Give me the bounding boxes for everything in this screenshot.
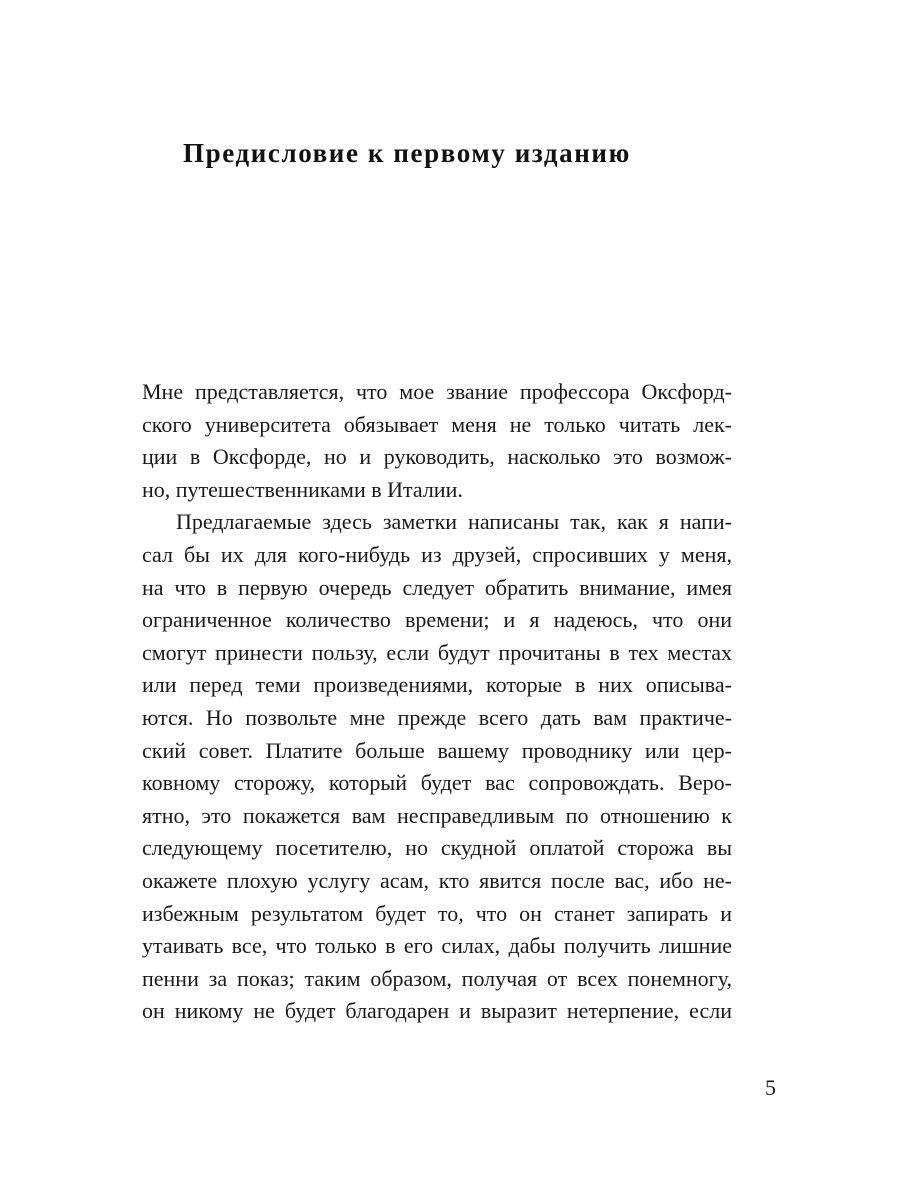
- text-line: на что в первую очередь следует обратить внимание, имея: [142, 574, 732, 600]
- text-line: ются. Но позвольте мне прежде всего дать вам практиче-: [142, 704, 732, 730]
- text-line: окажете плохую услугу асам, кто явится после вас, ибо не-: [142, 867, 732, 893]
- text-line: ковному сторожу, который будет вас сопровождать. Веро-: [142, 770, 732, 796]
- text-line: или перед теми произведениями, которые в них описыва-: [142, 672, 732, 698]
- text-line: утаивать все, что только в его силах, дабы получить лишние: [142, 933, 732, 959]
- text-line: ского университета обязывает меня не только читать лек-: [142, 411, 732, 437]
- body-text: [142, 376, 732, 1028]
- text-line: смогут принести пользу, если будут прочитаны в тех местах: [142, 639, 732, 665]
- text-line: ции в Оксфорде, но и руководить, насколько это возмож-: [142, 444, 732, 470]
- text-line: ский совет. Платите больше вашему проводнику или цер-: [142, 737, 732, 763]
- chapter-title: Предисловие к первому изданию: [183, 138, 631, 168]
- text-line: он никому не будет благодарен и выразит нетерпение, если: [142, 998, 732, 1024]
- text-line: избежным результатом будет то, что он станет запирать и: [142, 900, 732, 926]
- text-line: ограниченное количество времени; и я надеюсь, что они: [142, 607, 732, 633]
- text-line: пенни за показ; таким образом, получая от всех понемногу,: [142, 965, 732, 991]
- text-line: Мне представляется, что мое звание профессора Оксфорд-: [142, 379, 732, 404]
- text-line: сал бы их для кого-нибудь из друзей, спросивших у меня,: [142, 541, 732, 567]
- paragraph-2: [142, 506, 732, 1028]
- text-line: ятно, это покажется вам несправедливым по отношению к: [142, 802, 732, 828]
- text-line: следующему посетителю, но скудной оплатой сторожа вы: [142, 835, 732, 861]
- text-line: Предлагаемые здесь заметки написаны так, как я напи-: [176, 509, 732, 535]
- text-line: но, путешественниками в Италии.: [142, 476, 463, 502]
- paragraph-1: [142, 376, 732, 506]
- page-number: 5: [765, 1075, 776, 1100]
